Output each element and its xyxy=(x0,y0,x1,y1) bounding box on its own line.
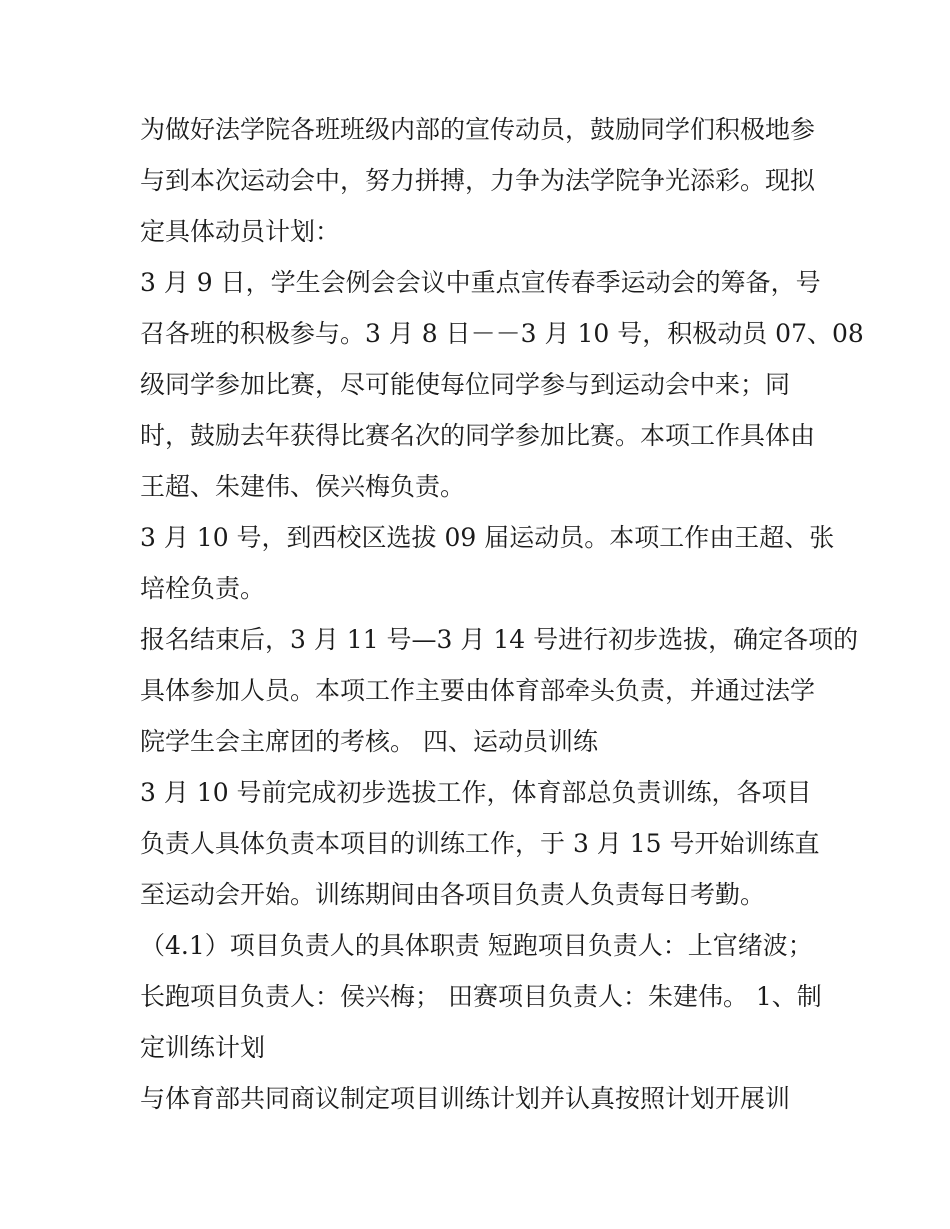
text-line: 培栓负责。 xyxy=(140,574,266,603)
text-line: 院学生会主席团的考核。 四、运动员训练 xyxy=(140,727,598,756)
document-body xyxy=(140,104,864,1124)
text-line: 召各班的积极参与。3 月 8 日－－3 月 10 号，积极动员 07、08 xyxy=(140,319,864,348)
text-line: （4.1）项目负责人的具体职责 短跑项目负责人：上官绪波； xyxy=(140,931,813,960)
text-line: 定训练计划 xyxy=(140,1033,266,1062)
text-line: 与到本次运动会中，努力拼搏，力争为法学院争光添彩。现拟 xyxy=(140,166,816,195)
text-line: 时，鼓励去年获得比赛名次的同学参加比赛。本项工作具体由 xyxy=(140,421,816,450)
text-line: 负责人具体负责本项目的训练工作，于 3 月 15 号开始训练直 xyxy=(140,829,820,858)
text-line: 与体育部共同商议制定项目训练计划并认真按照计划开展训 xyxy=(140,1084,791,1113)
text-line: 为做好法学院各班班级内部的宣传动员，鼓励同学们积极地参 xyxy=(140,115,816,144)
text-line: 长跑项目负责人：侯兴梅； 田赛项目负责人：朱建伟。 1、制 xyxy=(140,982,822,1011)
text-line: 3 月 9 日，学生会例会会议中重点宣传春季运动会的筹备，号 xyxy=(140,268,821,297)
text-line: 具体参加人员。本项工作主要由体育部牵头负责，并通过法学 xyxy=(140,676,816,705)
text-line: 王超、朱建伟、侯兴梅负责。 xyxy=(140,472,466,501)
text-line: 定具体动员计划： xyxy=(140,217,341,246)
text-line: 3 月 10 号，到西校区选拔 09 届运动员。本项工作由王超、张 xyxy=(140,523,835,552)
text-line: 级同学参加比赛，尽可能使每位同学参与到运动会中来；同 xyxy=(140,370,791,399)
text-line: 至运动会开始。训练期间由各项目负责人负责每日考勤。 xyxy=(140,880,766,909)
text-line: 3 月 10 号前完成初步选拔工作，体育部总负责训练，各项目 xyxy=(140,778,812,807)
text-line: 报名结束后，3 月 11 号—3 月 14 号进行初步选拔，确定各项的 xyxy=(140,625,859,654)
